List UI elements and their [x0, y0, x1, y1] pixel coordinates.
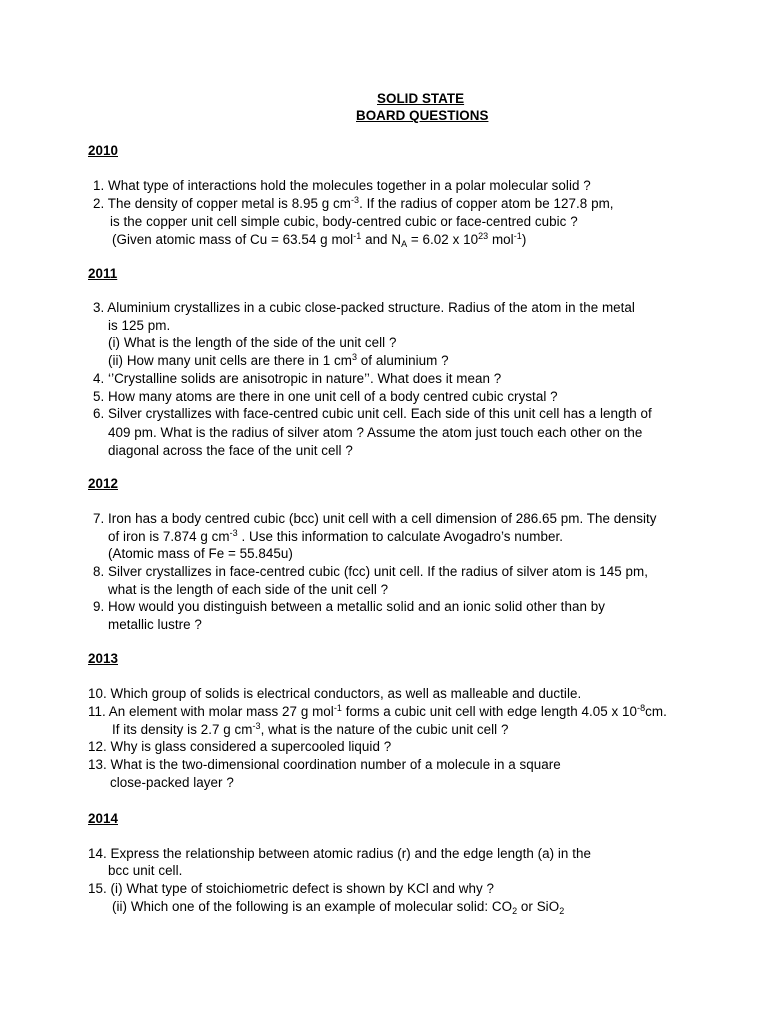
year-heading-2010: 2010	[88, 143, 118, 158]
question-11-line-2: If its density is 2.7 g $cm^{-3}$, what is the nature of the cubic unit cell ?	[112, 721, 509, 737]
question-8-line-2: what is the length of each side of the unit cell ?	[108, 582, 389, 597]
question-13-line-2: close-packed layer ?	[110, 775, 234, 790]
year-heading-2011: 2011	[88, 266, 118, 281]
question-6-line-3: diagonal across the face of the unit cell ?	[108, 443, 353, 458]
question-8-line-1: 8. Silver crystallizes in face-centred cubic (fcc) unit cell. If the radius of silver atom is 145 pm,	[93, 564, 649, 579]
question-3-line-2: is 125 pm.	[108, 318, 171, 333]
year-heading-2013: 2013	[88, 651, 118, 666]
question-1: 1. What type of interactions hold the molecules together in a polar molecular solid ?	[93, 178, 591, 193]
question-12: 12. Why is glass considered a supercooled liquid ?	[88, 739, 392, 754]
question-9-line-1: 9. How would you distinguish between a metallic solid and an ionic solid other than by	[93, 599, 605, 614]
question-9-line-2: metallic lustre ?	[108, 617, 202, 632]
question-2-line-2: is the copper unit cell simple cubic, body-centred cubic or face-centred cubic ?	[110, 214, 578, 229]
question-6-line-2: 409 pm. What is the radius of silver atom ? Assume the atom just touch each other on the	[108, 425, 643, 440]
document-title: SOLID STATE	[377, 91, 465, 106]
question-3-line-3: (i) What is the length of the side of the unit cell ?	[108, 335, 397, 350]
question-3-line-4: (ii) How many unit cells are there in 1 $cm^3$ of aluminium ?	[108, 352, 449, 368]
question-11-line-1: 11. An element with molar mass 27 g mol$^{-1}$ forms a cubic unit cell with edge length 4.05 x $10^{-8}cm$.	[88, 703, 667, 719]
question-7-line-3: (Atomic mass of Fe = 55.845u)	[108, 546, 293, 561]
question-7-line-2: of iron is 7.874 g $cm^{-3}$ . Use this information to calculate Avogadro’s number.	[108, 528, 564, 544]
question-14-line-2: bcc unit cell.	[108, 863, 183, 878]
question-2-line-3: (Given atomic mass of Cu = 63.54 g mol$^{-1}$ and $N_A = 6.02$ x $10^{23}$ mol$^{-1}$)	[112, 231, 527, 249]
year-heading-2014: 2014	[88, 811, 118, 826]
question-5: 5. How many atoms are there in one unit cell of a body centred cubic crystal ?	[93, 389, 558, 404]
question-14-line-1: 14. Express the relationship between atomic radius (r) and the edge length (a) in the	[88, 846, 591, 861]
question-15-line-2: (ii) Which one of the following is an example of molecular solid: $CO_2$ or SiO$_2$	[112, 899, 565, 916]
question-4: 4. ‘’Crystalline solids are anisotropic in nature’’. What does it mean ?	[93, 371, 502, 386]
question-2-line-1: 2. The density of copper metal is 8.95 g $cm^{-3}$. If the radius of copper atom be 127.8 pm,	[93, 195, 614, 211]
question-10: 10. Which group of solids is electrical conductors, as well as malleable and ductile.	[88, 686, 582, 701]
question-7-line-1: 7. Iron has a body centred cubic (bcc) unit cell with a cell dimension of 286.65 pm. The density	[93, 511, 657, 526]
document-subtitle: BOARD QUESTIONS	[356, 108, 489, 123]
year-heading-2012: 2012	[88, 476, 118, 491]
question-13-line-1: 13. What is the two-dimensional coordination number of a molecule in a square	[88, 757, 561, 772]
question-15-line-1: 15. (i) What type of stoichiometric defect is shown by KCl and why ?	[88, 881, 495, 896]
question-3-line-1: 3. Aluminium crystallizes in a cubic close-packed structure. Radius of the atom in the metal	[93, 300, 635, 315]
question-6-line-1: 6. Silver crystallizes with face-centred cubic unit cell. Each side of this unit cell has a length of	[93, 406, 652, 421]
